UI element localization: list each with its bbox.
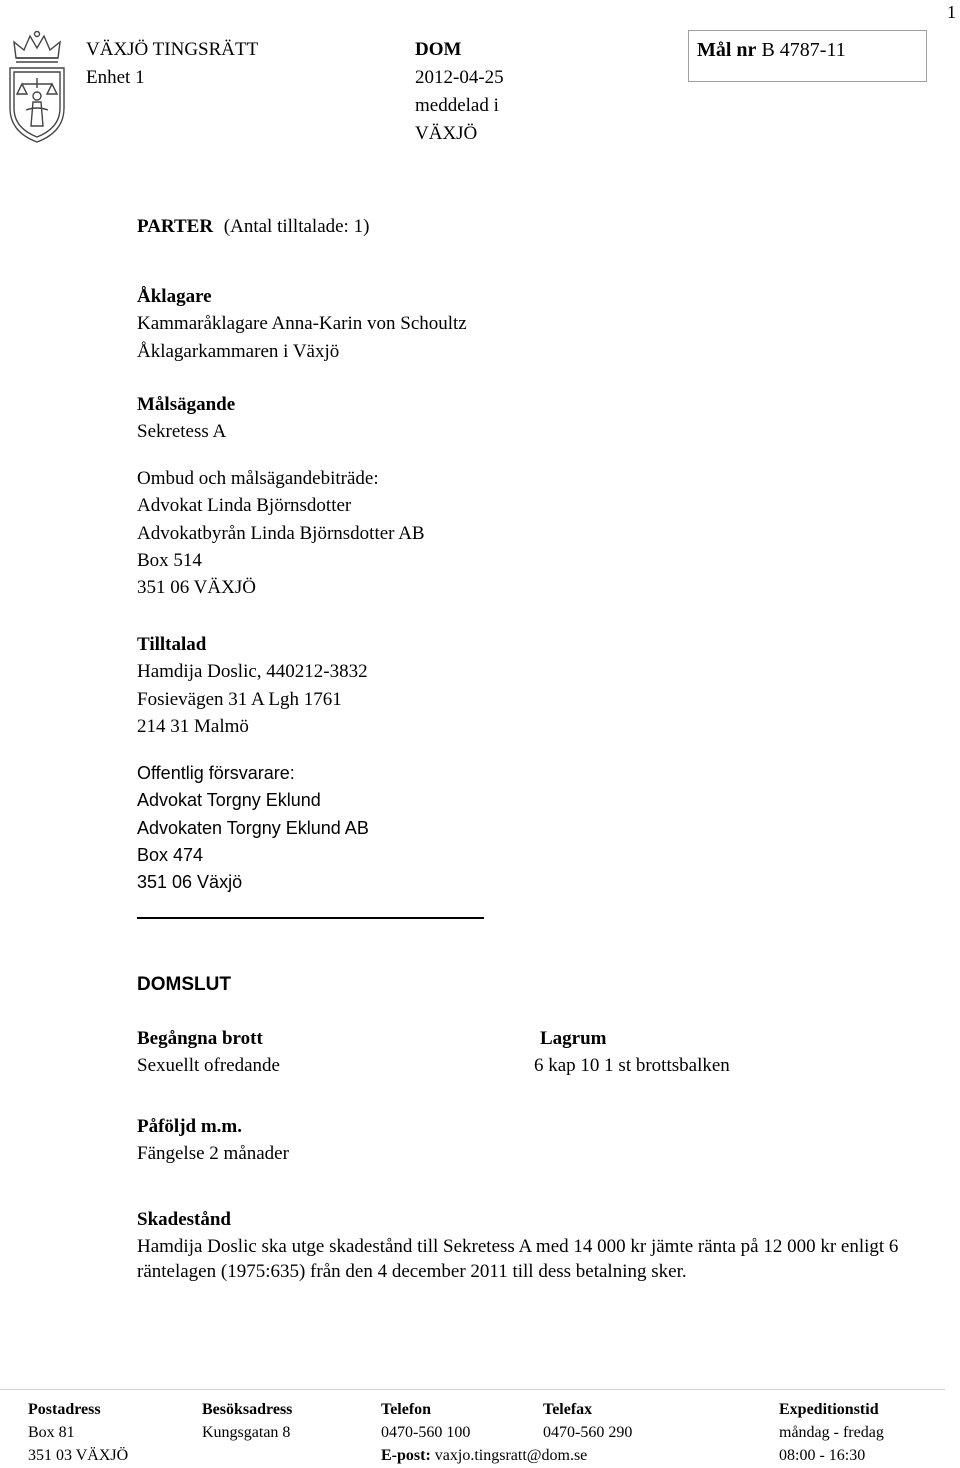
case-number-label: Mål nr xyxy=(697,39,757,61)
counsel-line: Advokatbyrån Linda Björnsdotter AB xyxy=(137,522,425,544)
court-name: VÄXJÖ TINGSRÄTT xyxy=(86,39,259,60)
damages-title: Skadestånd xyxy=(137,1209,231,1230)
law-title: Lagrum xyxy=(540,1028,607,1049)
defendant-section xyxy=(137,631,368,740)
document-date: 2012-04-25 xyxy=(415,67,504,88)
injured-party-counsel xyxy=(137,465,425,601)
defendant-line: Hamdija Doslic, 440212-3832 xyxy=(137,661,368,683)
counsel-line: Advokaten Torgny Eklund AB xyxy=(137,817,369,838)
defendant-line: 214 31 Malmö xyxy=(137,715,249,737)
counsel-line: Offentlig försvarare: xyxy=(137,763,295,783)
parties-title: PARTER xyxy=(137,216,214,237)
counsel-line: Advokat Torgny Eklund xyxy=(137,790,321,811)
footer-hours xyxy=(779,1398,884,1467)
crimes-section xyxy=(137,1025,280,1080)
case-number-box xyxy=(688,30,927,82)
injured-party-name: Sekretess A xyxy=(137,421,227,443)
defendant-title: Tilltalad xyxy=(137,634,207,655)
defendant-line: Fosievägen 31 A Lgh 1761 xyxy=(137,688,342,710)
footer-visiting-label: Besöksadress xyxy=(202,1401,293,1418)
document-place: VÄXJÖ xyxy=(415,123,478,144)
injured-party-section xyxy=(137,391,235,446)
page-number: 1 xyxy=(947,2,956,22)
document-header xyxy=(415,36,504,148)
sanction-title: Påföljd m.m. xyxy=(137,1116,243,1137)
footer-postal-line: Box 81 xyxy=(28,1424,75,1441)
prosecutor-line: Åklagarkammaren i Växjö xyxy=(137,340,340,362)
footer-phone-number: 0470-560 100 xyxy=(381,1424,471,1441)
footer-hours-days: måndag - fredag xyxy=(779,1424,884,1441)
footer-postal-label: Postadress xyxy=(28,1401,101,1418)
footer-fax xyxy=(543,1398,632,1444)
prosecutor-section xyxy=(137,283,467,365)
footer-phone-label: Telefon xyxy=(381,1401,432,1418)
footer-postal xyxy=(28,1398,128,1467)
injured-party-title: Målsägande xyxy=(137,394,236,415)
counsel-line: Advokat Linda Björnsdotter xyxy=(137,495,352,517)
crimes-title: Begångna brott xyxy=(137,1028,263,1049)
footer-hours-label: Expeditionstid xyxy=(779,1401,879,1418)
footer-fax-number: 0470-560 290 xyxy=(543,1424,633,1441)
footer-postal-line: 351 03 VÄXJÖ xyxy=(28,1447,129,1464)
law-reference: 6 kap 10 1 st brottsbalken xyxy=(534,1055,730,1077)
counsel-line: Box 514 xyxy=(137,549,202,571)
defendant-counsel xyxy=(137,760,369,896)
court-unit: Enhet 1 xyxy=(86,67,145,88)
document-announced: meddelad i xyxy=(415,95,499,116)
section-divider xyxy=(137,917,484,919)
defendant-count-note: (Antal tilltalade: 1) xyxy=(223,216,370,237)
counsel-line: 351 06 Växjö xyxy=(137,872,243,893)
document-type: DOM xyxy=(415,39,462,60)
prosecutor-title: Åklagare xyxy=(137,286,212,307)
footer-email: vaxjo.tingsratt@dom.se xyxy=(434,1447,588,1464)
crime-name: Sexuellt ofredande xyxy=(137,1055,280,1077)
court-crest-logo xyxy=(4,28,70,146)
counsel-line: Ombud och målsägandebiträde: xyxy=(137,468,379,489)
prosecutor-line: Kammaråklagare Anna-Karin von Schoultz xyxy=(137,313,467,335)
parties-heading xyxy=(137,216,369,239)
sanction-section xyxy=(137,1113,289,1168)
damages-section xyxy=(137,1207,927,1284)
court-header xyxy=(86,36,258,92)
footer-visiting-line: Kungsgatan 8 xyxy=(202,1424,291,1441)
judgment-heading: DOMSLUT xyxy=(137,974,231,995)
footer-hours-time: 08:00 - 16:30 xyxy=(779,1447,866,1464)
law-section xyxy=(534,1025,730,1080)
counsel-line: 351 06 VÄXJÖ xyxy=(137,577,256,599)
sanction-text: Fängelse 2 månader xyxy=(137,1143,289,1165)
case-number: B 4787-11 xyxy=(761,39,846,61)
footer-visiting xyxy=(202,1398,292,1444)
footer-email-label: E-post: xyxy=(381,1447,431,1464)
damages-text: Hamdija Doslic ska utge skadestånd till Sekretess A med 14 000 kr jämte ränta på 12 000 kr enligt 6 räntelagen (1975:635) från den 4 december 2011 till dess betalning sker. xyxy=(137,1236,899,1282)
footer-rule xyxy=(0,1389,945,1390)
counsel-line: Box 474 xyxy=(137,844,204,865)
footer-email-row xyxy=(381,1444,587,1467)
footer-fax-label: Telefax xyxy=(543,1401,593,1418)
